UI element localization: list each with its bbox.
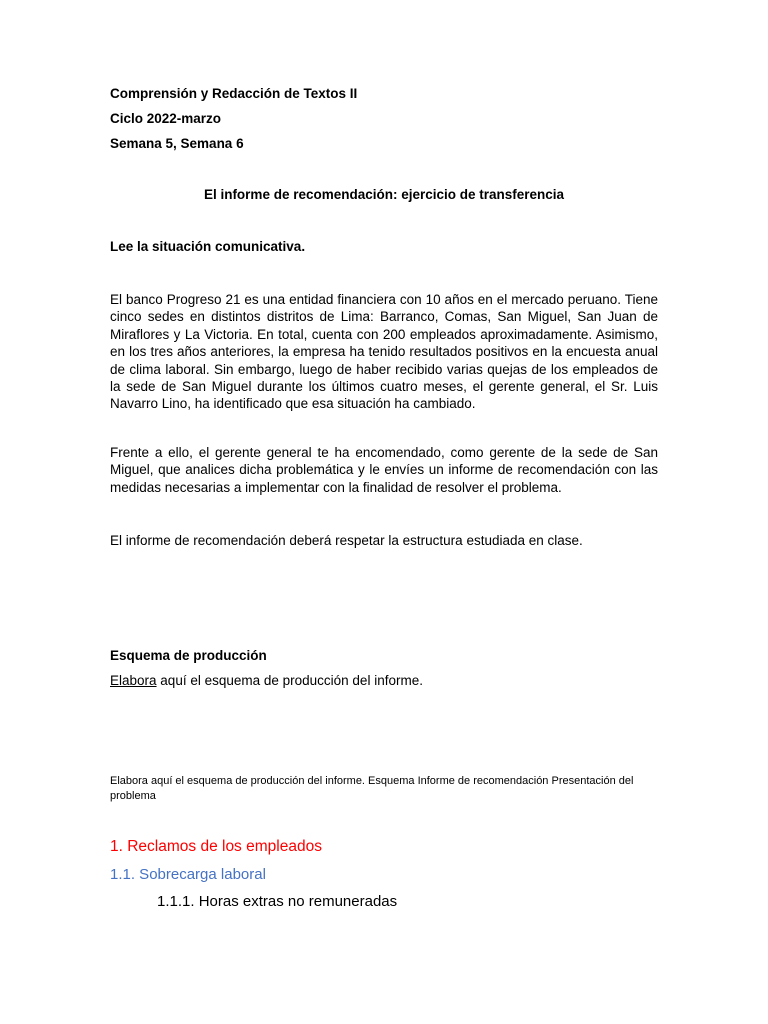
structure-paragraph: El informe de recomendación deberá respetar la estructura estudiada en clase. [110, 533, 583, 548]
schema-instruction-rest: aquí el esquema de producción del informe. [156, 673, 423, 688]
document-title: El informe de recomendación: ejercicio de transferencia [203, 187, 565, 202]
schema-heading: Esquema de producción [110, 648, 267, 663]
situation-paragraph: El banco Progreso 21 es una entidad financiera con 10 años en el mercado peruano. Tiene cinco sedes en distintos distritos de Lima: Barranco, Comas, San Miguel, San Juan de Miraflores y La Victoria. En total, cuenta con 200 empleados aproximadamente. Asimismo, en los tres años anteriores, la empresa ha tenido resultados positivos en la encuesta anual de clima laboral. Sin embargo, luego de haber recibido varias quejas de los empleados de la sede de San Miguel durante los últimos cuatro meses, el gerente general, el Sr. Luis Navarro Lino, ha identificado que esa situación ha cambiado. [110, 292, 658, 412]
schema-summary: Elabora aquí el esquema de producción del informe. Esquema Informe de recomendación Presentación del problema [110, 775, 634, 802]
outline-level2-heading: 1.1. Sobrecarga laboral [110, 866, 266, 883]
outline-level3-heading: 1.1.1. Horas extras no remuneradas [157, 893, 398, 910]
course-cycle: Ciclo 2022-marzo [110, 111, 222, 126]
instruction-heading: Lee la situación comunicativa. [110, 239, 306, 254]
schema-instruction [110, 673, 423, 688]
task-paragraph: Frente a ello, el gerente general te ha encomendado, como gerente de la sede de San Miguel, que analices dicha problemática y le envíes un informe de recomendación con las medidas necesarias a implementar con la finalidad de resolver el problema. [110, 445, 658, 495]
course-name: Comprensión y Redacción de Textos II [110, 86, 358, 101]
course-weeks: Semana 5, Semana 6 [110, 136, 244, 151]
outline-level1-heading: 1. Reclamos de los empleados [110, 838, 322, 855]
elabora-link[interactable]: Elabora [110, 673, 157, 688]
